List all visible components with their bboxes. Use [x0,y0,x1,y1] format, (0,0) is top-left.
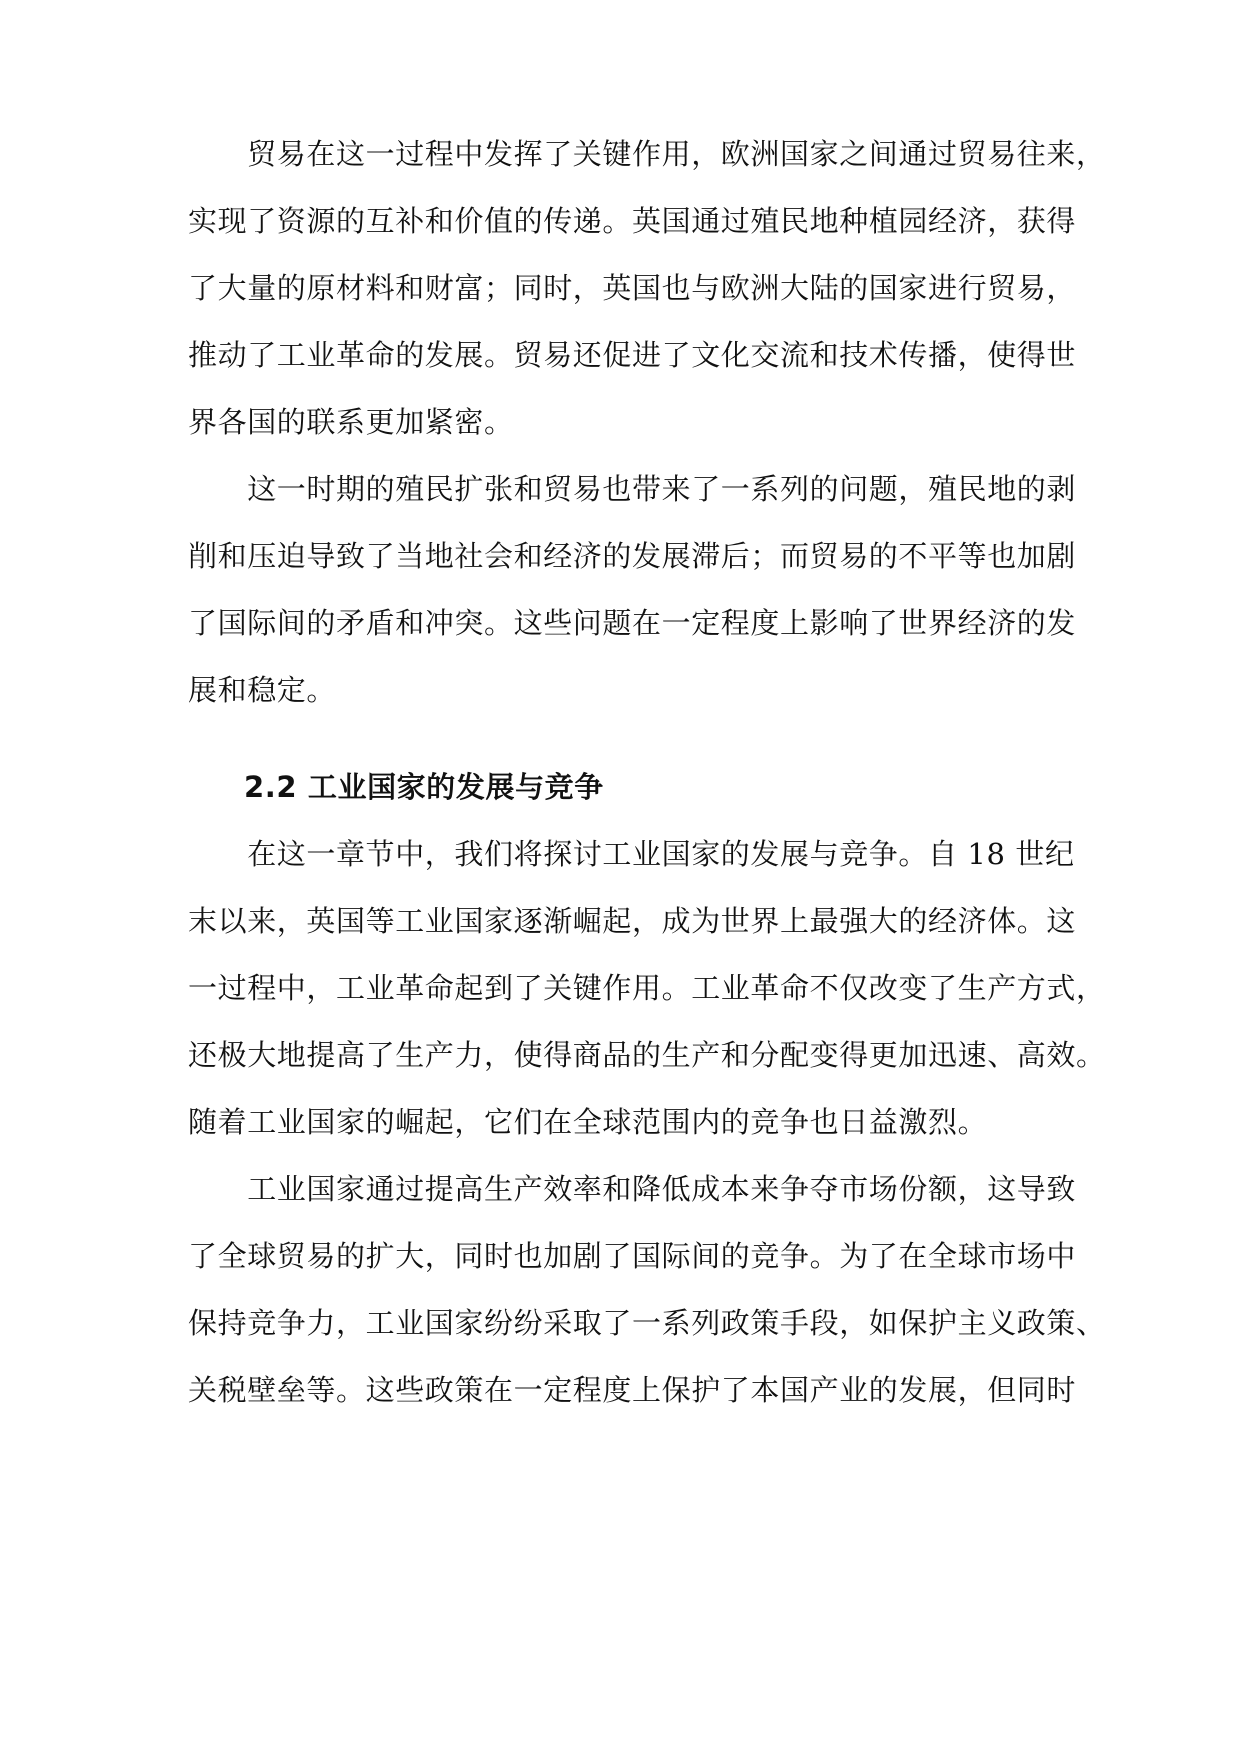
paragraph-1-line-5: 界各国的联系更加紧密。 [188,405,514,439]
paragraph-1-line-4: 推动了工业革命的发展。贸易还促进了文化交流和技术传播，使得世 [188,338,1077,372]
paragraph-2-line-3: 了国际间的矛盾和冲突。这些问题在一定程度上影响了世界经济的发 [188,606,1077,640]
paragraph-3-line-4: 还极大地提高了生产力，使得商品的生产和分配变得更加迅速、高效。 [188,1038,1106,1072]
paragraph-1-line-2: 实现了资源的互补和价值的传递。英国通过殖民地种植园经济，获得 [188,204,1077,238]
paragraph-2-line-1: 这一时期的殖民扩张和贸易也带来了一系列的问题，殖民地的剥 [188,472,1077,506]
paragraph-1-line-3: 了大量的原材料和财富；同时，英国也与欧洲大陆的国家进行贸易， [188,271,1077,305]
paragraph-3-line-3: 一过程中，工业革命起到了关键作用。工业革命不仅改变了生产方式， [188,971,1106,1005]
paragraph-4-line-2: 了全球贸易的扩大，同时也加剧了国际间的竞争。为了在全球市场中 [188,1239,1077,1273]
paragraph-4-line-3: 保持竞争力，工业国家纷纷采取了一系列政策手段，如保护主义政策、 [188,1306,1106,1340]
paragraph-3-line-2: 末以来，英国等工业国家逐渐崛起，成为世界上最强大的经济体。这 [188,904,1077,938]
paragraph-4-line-4: 关税壁垒等。这些政策在一定程度上保护了本国产业的发展，但同时 [188,1373,1077,1407]
paragraph-1-line-1: 贸易在这一过程中发挥了关键作用，欧洲国家之间通过贸易往来， [188,137,1106,171]
paragraph-2-line-2: 削和压迫导致了当地社会和经济的发展滞后；而贸易的不平等也加剧 [188,539,1077,573]
paragraph-3-line-5: 随着工业国家的崛起，它们在全球范围内的竞争也日益激烈。 [188,1105,988,1139]
paragraph-4-line-1: 工业国家通过提高生产效率和降低成本来争夺市场份额，这导致 [188,1172,1077,1206]
section-heading: 2.2 工业国家的发展与竞争 [244,770,604,804]
paragraph-3-line-1: 在这一章节中，我们将探讨工业国家的发展与竞争。自 18 世纪 [188,837,1075,871]
paragraph-2-line-4: 展和稳定。 [188,673,337,707]
